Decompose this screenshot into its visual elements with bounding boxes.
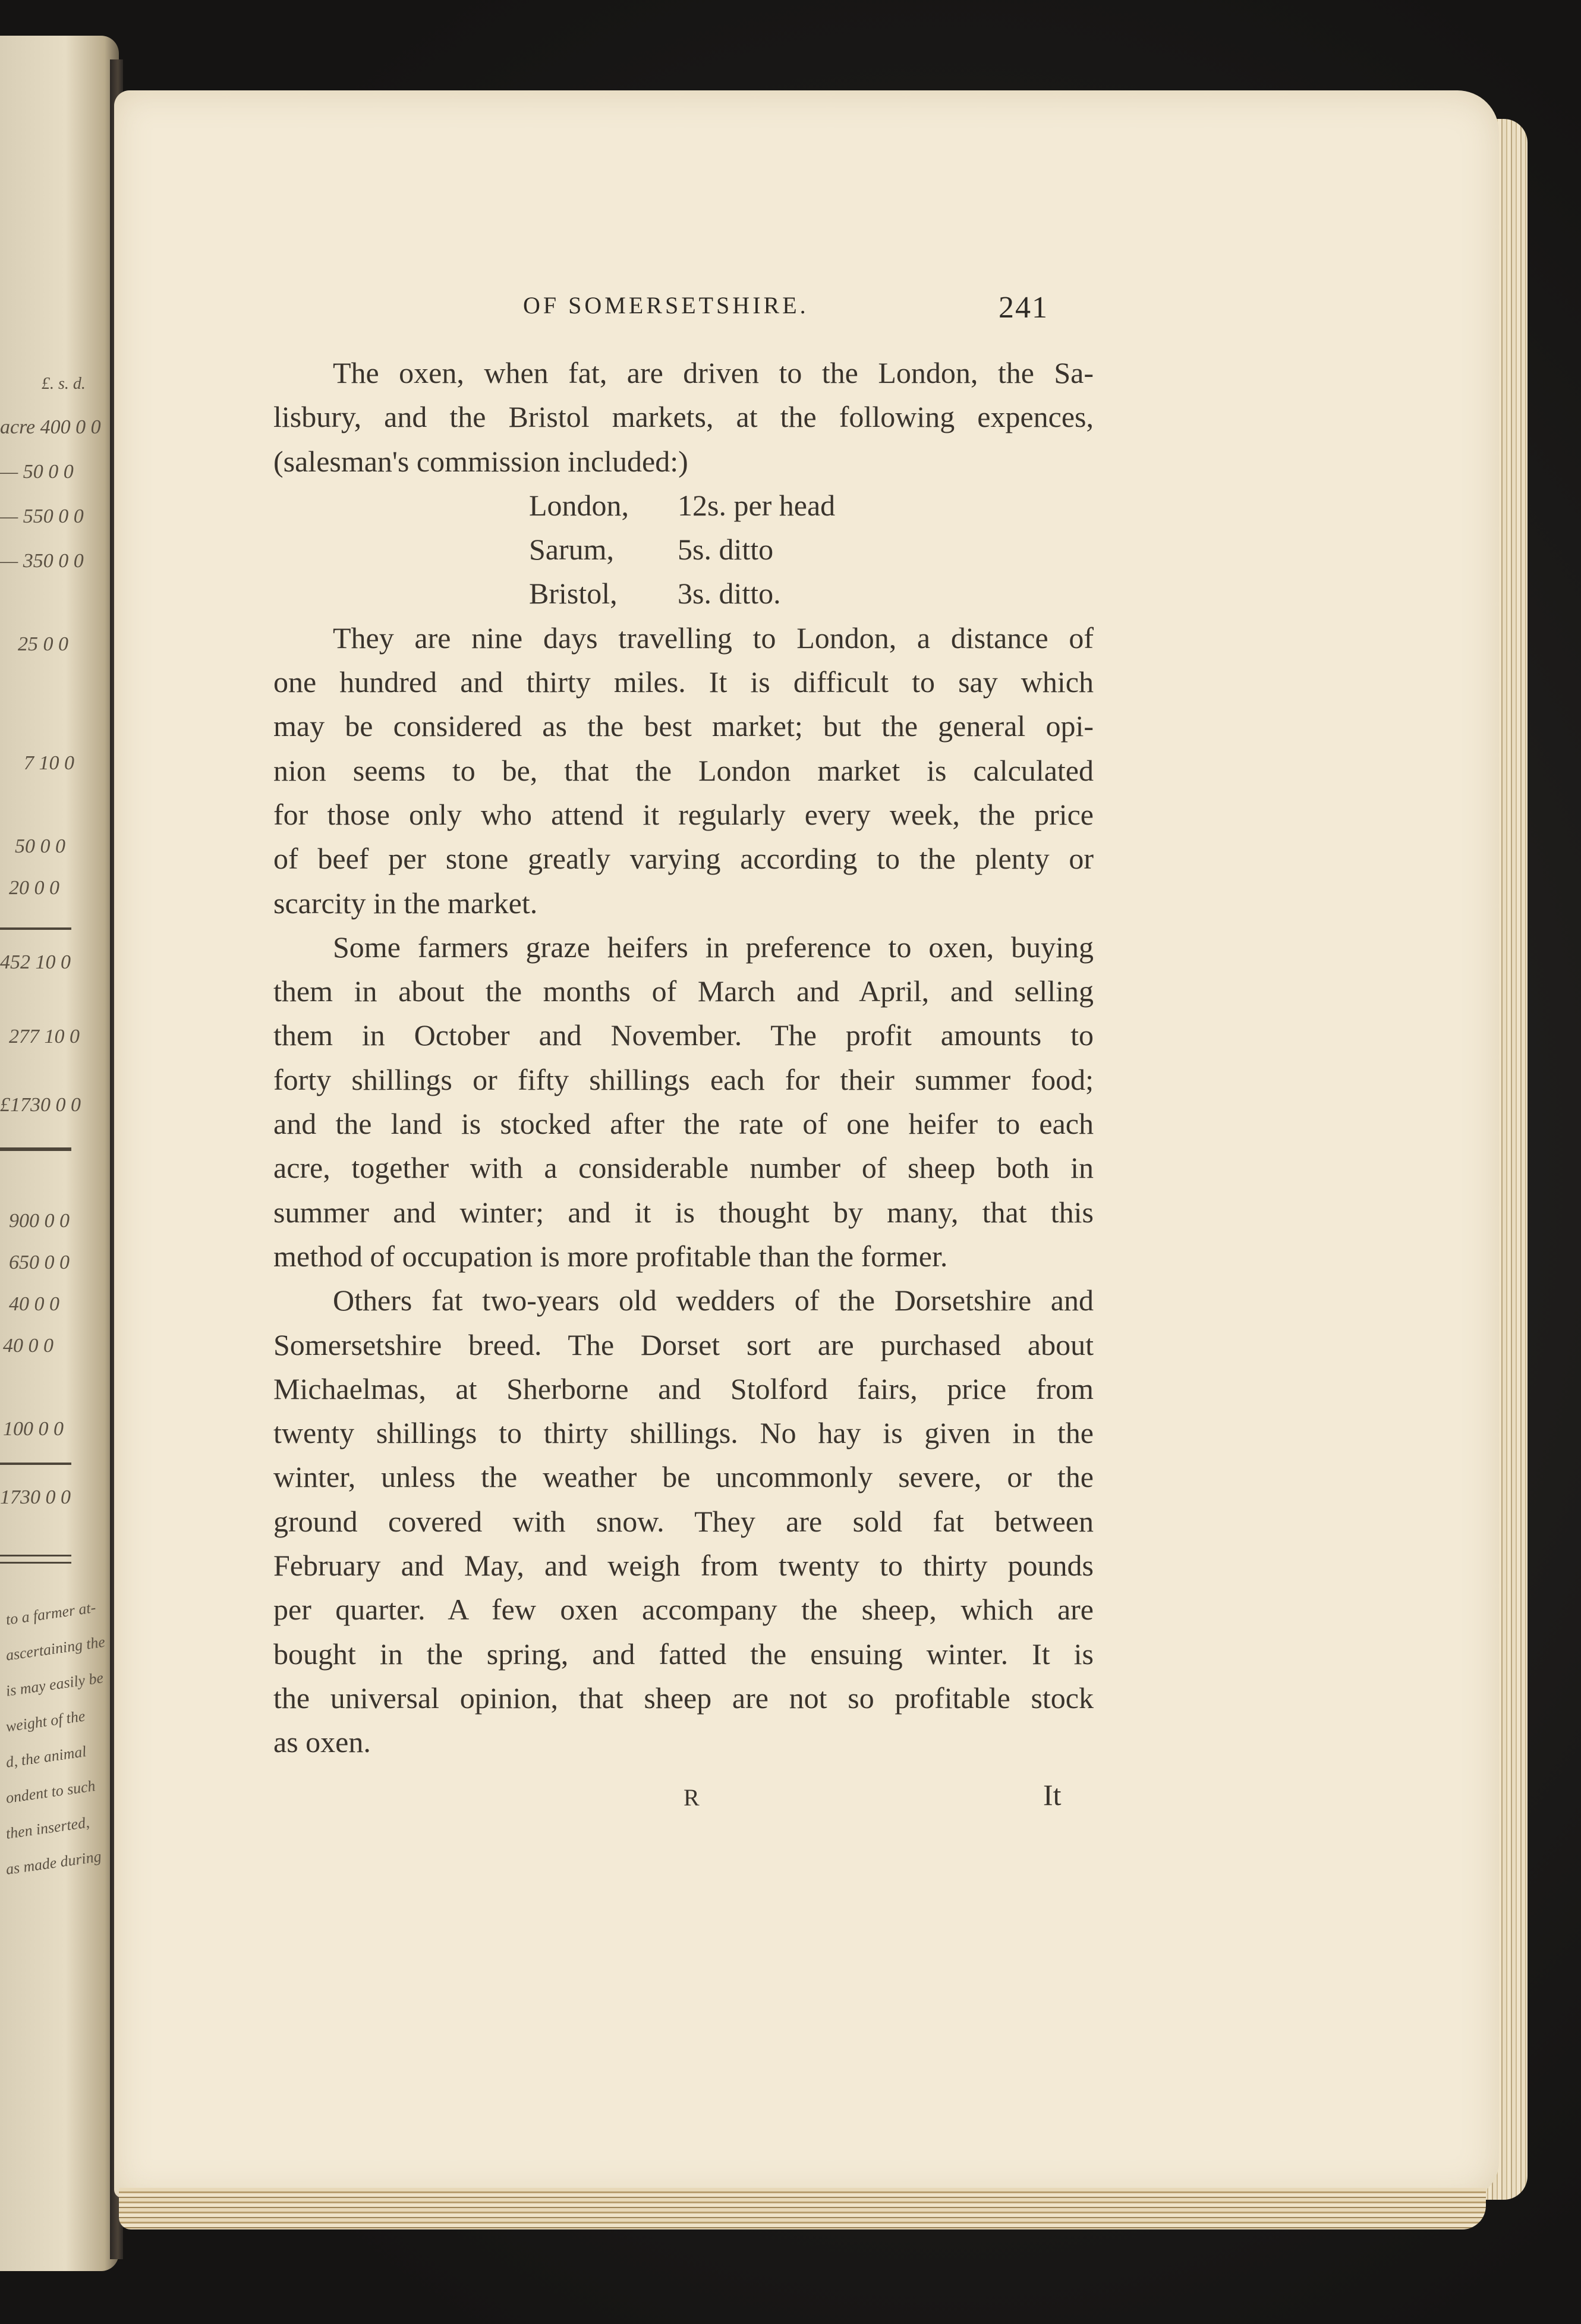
text-line: forty shillings or fifty shillings each for their summer food; <box>273 1062 1094 1096</box>
sum-rule <box>0 1463 71 1465</box>
left-amount: 650 0 0 <box>9 1251 70 1273</box>
left-amount: 100 0 0 <box>3 1418 64 1440</box>
market-name: Sarum, <box>529 533 615 567</box>
footnote-line: is may easily be <box>4 1669 105 1700</box>
text-line: The oxen, when fat, are driven to the London, the Sa- <box>333 356 1094 389</box>
text-line: Somersetshire breed. The Dorset sort are purchased about <box>273 1328 1094 1361</box>
text-line: the universal opinion, that sheep are not so profitable stock <box>273 1681 1094 1715</box>
left-amount: 900 0 0 <box>9 1210 70 1232</box>
left-amount: 7 10 0 <box>24 752 74 774</box>
text-line: acre, together with a considerable number of sheep both in <box>273 1151 1094 1185</box>
text-line: February and May, and weigh from twenty to thirty pounds <box>273 1549 1094 1583</box>
footnote-line: to a farmer at- <box>4 1598 97 1628</box>
page-body <box>273 351 1094 1765</box>
text-line: nion seems to be, that the London market is calculated <box>273 753 1094 787</box>
text-line: as oxen. <box>273 1725 371 1759</box>
page-edges-bottom <box>119 2188 1486 2229</box>
left-amount: 277 10 0 <box>9 1026 80 1048</box>
left-amount: 50 0 0 <box>15 835 65 857</box>
left-amount: — 550 0 0 <box>0 505 84 527</box>
left-facing-page <box>0 36 119 2271</box>
text-line: winter, unless the weather be uncommonly severe, or the <box>273 1460 1094 1494</box>
left-amount: acre 400 0 0 <box>0 416 101 438</box>
text-line: per quarter. A few oxen accompany the sheep, which are <box>273 1593 1094 1627</box>
footnote-line: ascertaining the <box>4 1633 106 1664</box>
footnote-line: weight of the <box>4 1707 86 1735</box>
text-line: summer and winter; and it is thought by many, that this <box>273 1195 1094 1229</box>
text-line: bought in the spring, and fatted the ensuing winter. It is <box>273 1637 1094 1671</box>
currency-header: £. s. d. <box>42 375 86 393</box>
footnote-line: ondent to such <box>4 1777 97 1807</box>
text-line: Others fat two-years old wedders of the Dorsetshire and <box>333 1284 1094 1317</box>
text-line: one hundred and thirty miles. It is difficult to say which <box>273 665 1094 699</box>
cost-row <box>273 527 1094 571</box>
running-head: OF SOMERSETSHIRE. <box>523 292 809 319</box>
text-line: Some farmers graze heifers in preference to oxen, buying <box>333 930 1094 964</box>
text-line: them in October and November. The profit amounts to <box>273 1018 1094 1052</box>
footnote-line: d, the animal <box>4 1743 88 1771</box>
text-line: of beef per stone greatly varying according to the plenty or <box>273 842 1094 876</box>
page-number: 241 <box>999 291 1048 325</box>
text-line: scarcity in the market. <box>273 886 538 920</box>
text-line: They are nine days travelling to London, a distance of <box>333 621 1094 655</box>
sum-rule <box>0 927 71 930</box>
text-line: for those only who attend it regularly every week, the price <box>273 797 1094 831</box>
market-cost: 3s. ditto. <box>678 577 781 611</box>
left-amount: 40 0 0 <box>9 1293 59 1315</box>
left-amount: — 50 0 0 <box>0 461 74 483</box>
text-line: may be considered as the best market; but the general opi- <box>273 709 1094 743</box>
footnote-line: as made during <box>4 1847 103 1878</box>
cost-row <box>273 571 1094 615</box>
market-cost: 5s. ditto <box>678 533 774 567</box>
footnote-line: then inserted, <box>4 1813 91 1842</box>
market-cost: 12s. per head <box>678 488 836 522</box>
left-amount: 20 0 0 <box>9 877 59 899</box>
text-line: and the land is stocked after the rate of one heifer to each <box>273 1107 1094 1141</box>
left-amount: 452 10 0 <box>0 951 71 973</box>
catchword: It <box>1043 1778 1062 1812</box>
left-amount: 1730 0 0 <box>0 1486 71 1508</box>
text-line: (salesman's commission included:) <box>273 444 688 478</box>
double-rule <box>0 1555 71 1556</box>
text-line: twenty shillings to thirty shillings. No hay is given in the <box>273 1416 1094 1450</box>
market-name: London, <box>529 488 629 522</box>
left-amount: £1730 0 0 <box>0 1094 81 1116</box>
text-line: Michaelmas, at Sherborne and Stolford fairs, price from <box>273 1372 1094 1405</box>
text-line: them in about the months of March and April, and selling <box>273 974 1094 1008</box>
text-line: lisbury, and the Bristol markets, at the following expences, <box>273 400 1094 434</box>
double-rule <box>0 1562 71 1564</box>
left-amount: — 350 0 0 <box>0 550 84 572</box>
left-amount: 40 0 0 <box>3 1335 53 1357</box>
cost-row <box>273 483 1094 527</box>
text-line: ground covered with snow. They are sold fat between <box>273 1504 1094 1538</box>
text-line: method of occupation is more profitable than the former. <box>273 1239 948 1273</box>
signature-mark: R <box>684 1784 700 1811</box>
double-rule <box>0 1147 71 1151</box>
left-amount: 25 0 0 <box>18 633 68 655</box>
market-name: Bristol, <box>529 577 618 611</box>
